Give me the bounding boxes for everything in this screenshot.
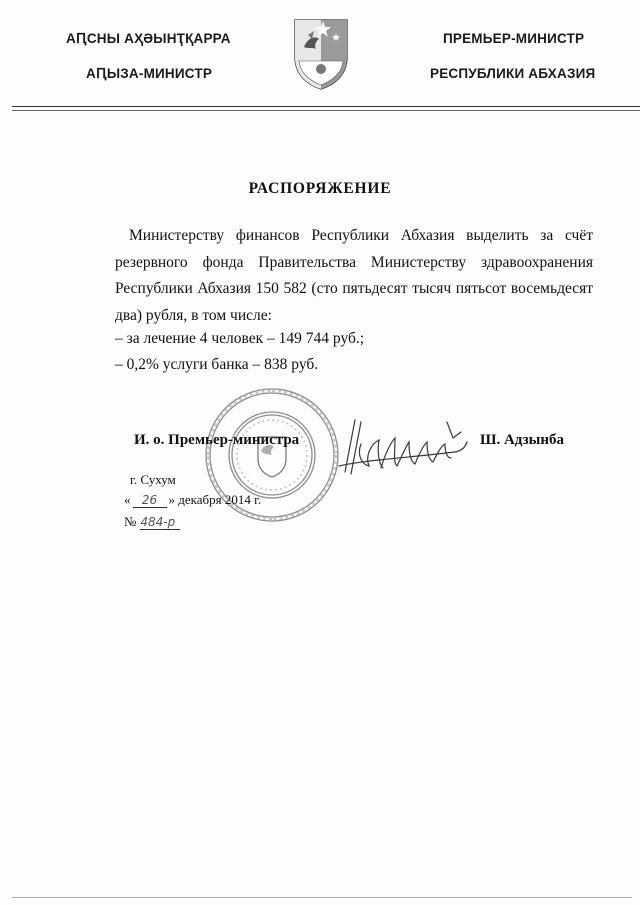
- header-left-line1: АԤСНЫ АҲӘЫНҬҚАРРА: [66, 31, 231, 46]
- header-divider-thin: [12, 110, 640, 111]
- coat-of-arms-icon: [292, 17, 350, 91]
- document-date: [124, 492, 261, 508]
- document-number: [124, 514, 180, 530]
- signatory-name: Ш. Адзынба: [480, 432, 564, 448]
- number-label: №: [124, 514, 137, 529]
- document-place: г. Сухум: [130, 472, 176, 487]
- date-open-quote: «: [124, 492, 131, 507]
- list-item: – 0,2% услуги банка – 838 руб.: [115, 356, 319, 373]
- handwritten-signature: [335, 408, 475, 483]
- list-item: – за лечение 4 человек – 149 744 руб.;: [115, 330, 365, 347]
- page-bottom-edge: [12, 897, 632, 898]
- date-day-handwritten: 26: [133, 493, 167, 508]
- document-body: [115, 223, 593, 329]
- header-right-line2: РЕСПУБЛИКИ АБХАЗИЯ: [430, 66, 596, 81]
- header-left-line2: АԤЫЗА-МИНИСТР: [86, 66, 213, 81]
- header-right-line1: ПРЕМЬЕР-МИНИСТР: [443, 31, 585, 46]
- document-title: РАСПОРЯЖЕНИЕ: [248, 180, 392, 197]
- number-handwritten: 484-р: [140, 515, 180, 530]
- date-month-year: » декабря 2014 г.: [168, 492, 262, 507]
- signatory-position: И. о. Премьер-министра: [134, 432, 300, 448]
- body-paragraph: Министерству финансов Республики Абхазия выделить за счёт резервного фонда Правительства Министерству здравоохранения Республики Абхазия 150 582 (сто пятьдесят тысяч пятьсот восемьдесят два) рубля, в том числе:: [115, 227, 593, 324]
- header-divider-thick: [12, 106, 640, 107]
